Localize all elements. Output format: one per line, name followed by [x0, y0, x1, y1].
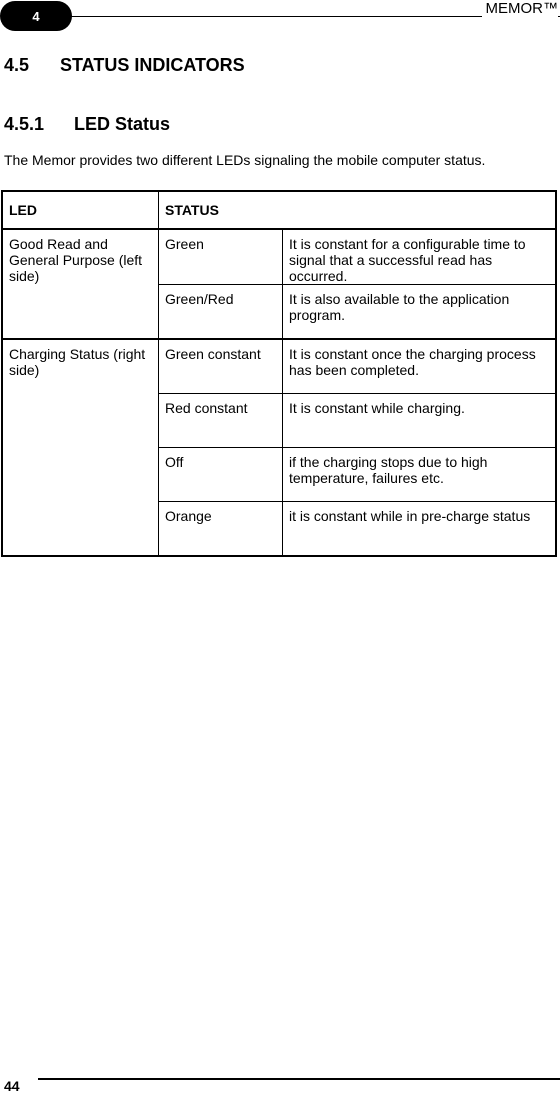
subsection-heading	[4, 114, 170, 135]
intro-paragraph: The Memor provides two different LEDs signaling the mobile computer status.	[4, 152, 486, 168]
section-heading	[4, 55, 245, 76]
led-status-table	[1, 190, 557, 557]
led-name: Good Read and General Purpose (left side)	[2, 229, 159, 339]
table-header-row	[2, 191, 556, 229]
led-description: if the charging stops due to high temperature, failures etc.	[283, 448, 557, 502]
led-color: Green	[159, 229, 283, 285]
section-title: STATUS INDICATORS	[60, 55, 245, 75]
header-led: LED	[2, 191, 159, 229]
subsection-title: LED Status	[74, 114, 171, 134]
page-number: 44	[4, 1078, 20, 1094]
table-row	[2, 229, 556, 285]
chapter-number: 4	[32, 8, 40, 24]
header-status: STATUS	[159, 191, 557, 229]
led-description: It is constant for a configurable time to signal that a successful read has occurred.	[283, 229, 557, 285]
led-description: It is also available to the application program.	[283, 285, 557, 339]
led-color: Green constant	[159, 339, 283, 394]
led-color: Orange	[159, 502, 283, 556]
led-color: Red constant	[159, 394, 283, 448]
section-number: 4.5	[4, 55, 30, 75]
footer-rule	[38, 1078, 560, 1080]
led-color: Green/Red	[159, 285, 283, 339]
subsection-number: 4.5.1	[4, 114, 45, 134]
led-description: It is constant while charging.	[283, 394, 557, 448]
header-brand: MEMOR™	[482, 0, 559, 17]
led-name: Charging Status (right side)	[2, 339, 159, 556]
table-row	[2, 339, 556, 394]
led-description: it is constant while in pre-charge status	[283, 502, 557, 556]
led-description: It is constant once the charging process has been completed.	[283, 339, 557, 394]
led-color: Off	[159, 448, 283, 502]
